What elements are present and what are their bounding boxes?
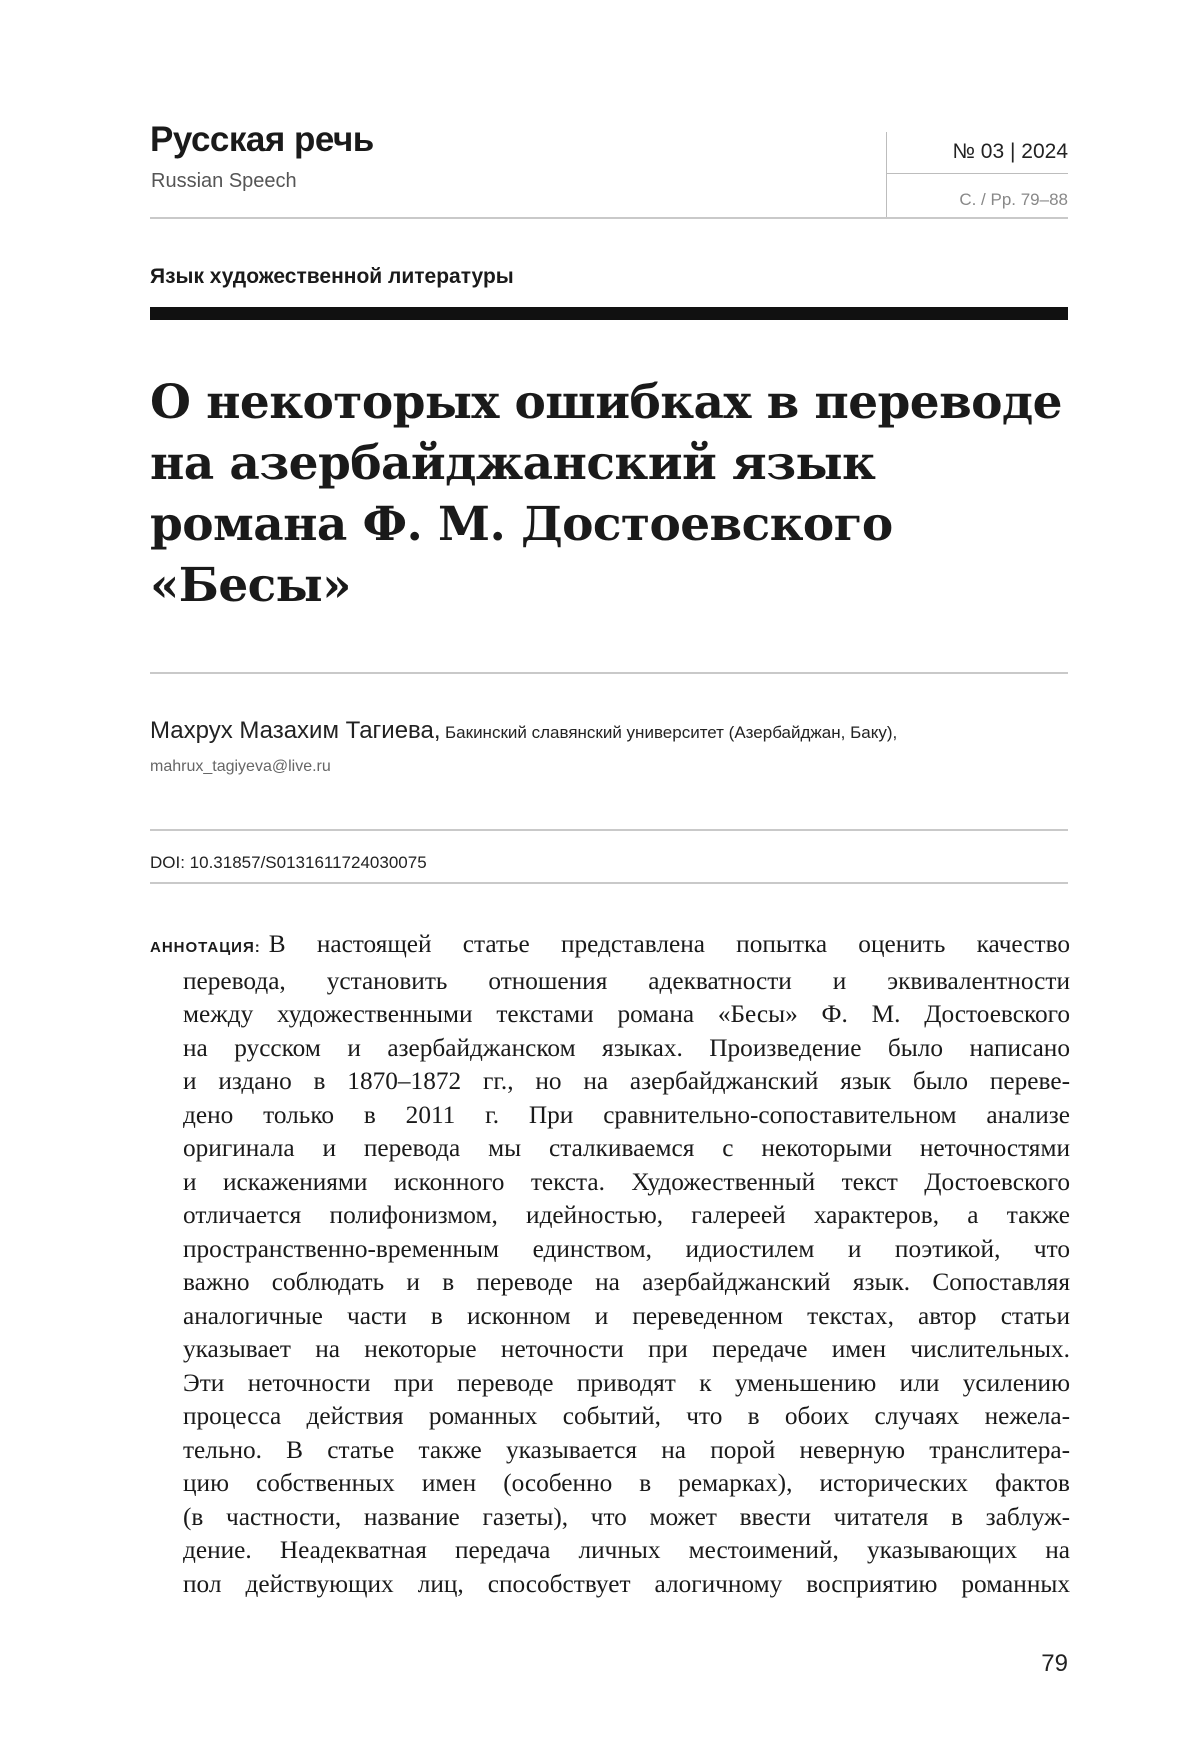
author-name: Махрух Мазахим Тагиева, xyxy=(150,717,441,744)
abstract-line: и издано в 1870–1872 гг., но на азербайджанский язык было переве- xyxy=(183,1067,1070,1095)
abstract-line: Эти неточности при переводе приводят к уменьшению или усилению xyxy=(183,1368,1070,1397)
abstract-line: на русском и азербайджанском языках. Произведение было написано xyxy=(183,1033,1070,1062)
abstract-line: пол действующих лиц, способствует алогичному восприятию романных xyxy=(183,1569,1070,1598)
title-line: О некоторых ошибках в переводе xyxy=(150,375,1062,430)
journal-subtitle: Russian Speech xyxy=(151,170,297,192)
abstract-line: пространственно-временным единством, идиостилем и поэтикой, что xyxy=(183,1234,1070,1263)
abstract-line: АННОТАЦИЯ: В настоящей статье представлена попытка оценить качество xyxy=(150,930,1070,958)
abstract-line: цию собственных имен (особенно в ремарках), исторических фактов xyxy=(183,1469,1070,1497)
abstract-line: отличается полифонизмом, идейностью, галереей характеров, а также xyxy=(183,1201,1070,1229)
abstract xyxy=(150,928,1070,1601)
header-divider-short xyxy=(886,173,1068,174)
page-range: С. / Pp. 79–88 xyxy=(959,190,1068,209)
abstract-line: аналогичные части в исконном и переведенном текстах, автор статьи xyxy=(183,1301,1070,1330)
issue-number: № 03 | 2024 xyxy=(952,140,1068,163)
author-affiliation: Бакинский славянский университет (Азербайджан, Баку), xyxy=(445,723,898,742)
section-heading: Язык художественной литературы xyxy=(150,265,514,288)
abstract-line: дено только в 2011 г. При сравнительно-сопоставительном анализе xyxy=(183,1100,1070,1129)
doi-top-rule xyxy=(150,829,1068,831)
abstract-line: и искажениями исконного текста. Художественный текст Достоевского xyxy=(183,1167,1070,1196)
title-line: «Бесы» xyxy=(150,558,351,613)
title-line: на азербайджанский язык xyxy=(150,436,876,491)
abstract-line: (в частности, название газеты), что может ввести читателя в заблуж- xyxy=(183,1502,1070,1531)
section-bar xyxy=(150,307,1068,320)
abstract-line: указывает на некоторые неточности при передаче имен числительных. xyxy=(183,1335,1070,1363)
abstract-line: дение. Неадекватная передача личных местоимений, указывающих на xyxy=(183,1536,1070,1564)
author-email[interactable]: mahrux_tagiyeva@live.ru xyxy=(150,758,331,775)
abstract-line: между художественными текстами романа «Бесы» Ф. М. Достоевского xyxy=(183,1000,1070,1028)
page-number: 79 xyxy=(1041,1650,1068,1677)
title-rule xyxy=(150,672,1068,674)
journal-title: Русская речь xyxy=(150,120,374,159)
header-divider-vertical xyxy=(886,132,887,218)
abstract-line: перевода, установить отношения адекватности и эквивалентности xyxy=(183,966,1070,995)
abstract-line: процесса действия романных событий, что в обоих случаях нежела- xyxy=(183,1402,1070,1430)
doi[interactable]: DOI: 10.31857/S0131611724030075 xyxy=(150,853,427,872)
doi-bottom-rule xyxy=(150,882,1068,884)
article-title xyxy=(150,372,1070,616)
abstract-label: АННОТАЦИЯ: xyxy=(150,939,261,956)
author-line xyxy=(150,717,897,745)
abstract-line: важно соблюдать и в переводе на азербайджанский язык. Сопоставляя xyxy=(183,1268,1070,1296)
abstract-line: оригинала и перевода мы сталкиваемся с некоторыми неточностями xyxy=(183,1134,1070,1162)
title-line: романа Ф. М. Достоевского xyxy=(150,497,893,552)
abstract-line: тельно. В статье также указывается на порой неверную транслитера- xyxy=(183,1435,1070,1464)
header-rule xyxy=(150,217,1068,219)
